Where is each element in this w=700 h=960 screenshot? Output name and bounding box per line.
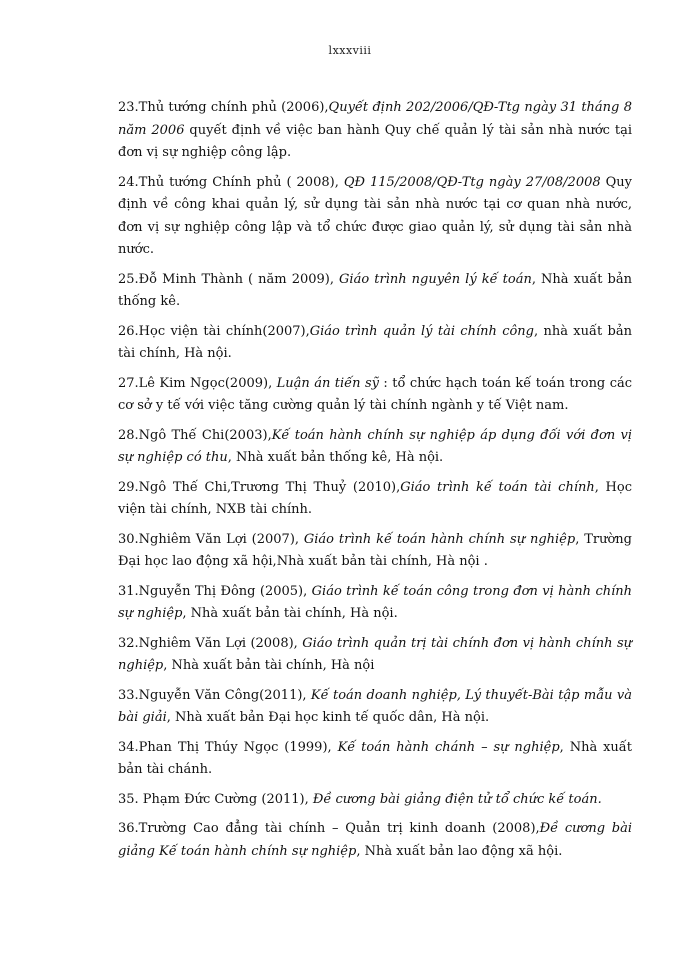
reference-text: 28.Ngô Thế Chi(2003), [118,427,272,443]
reference-text: 25.Đỗ Minh Thành ( năm 2009), [118,271,340,287]
reference-text: , Nhà xuất bản thống kê, Hà nội. [227,450,444,465]
reference-title: Kế toán hành chánh – sự nghiệp [337,739,560,755]
reference-text: 35. Phạm Đức Cường (2011), [118,791,313,807]
reference-title: Luận án tiến sỹ [276,375,379,391]
ref-31 [118,581,632,626]
reference-text: quyết định về việc ban hành Quy chế quản lý tài sản nhà nước tại đơn vị sự nghiệp công lập. [118,122,632,160]
ref-35 [118,789,632,812]
ref-34 [118,737,632,782]
reference-text: , Nhà xuất bản tài chánh. [118,739,632,777]
reference-title: Đề cương bài giảng điện tử tổ chức kế toán. [312,791,602,807]
ref-36 [118,818,632,863]
ref-26 [118,321,632,366]
reference-text: 26.Học viện tài chính(2007), [118,323,310,339]
reference-text: 30.Nghiêm Văn Lợi (2007), [118,531,304,547]
reference-text: 23.Thủ tướng chính phủ (2006), [118,100,329,115]
reference-text: , Nhà xuất bản Đại học kinh tế quốc dân, Hà nội. [166,710,490,725]
reference-title: Giáo trình kế toán hành chính sự nghiệp [303,531,576,547]
ref-33 [118,685,632,730]
reference-text: , Nhà xuất bản tài chính, Hà nội [163,658,375,673]
reference-text: , Học viện tài chính, NXB tài chính. [118,479,632,517]
reference-text: : tổ chức hạch toán kế toán trong các cơ sở y tế với việc tăng cường quản lý tài chính ngành y tế Việt nam. [118,375,633,413]
reference-text: 29.Ngô Thế Chi,Trương Thị Thuỷ (2010), [118,479,401,495]
reference-title: Đề cương bài giảng Kế toán hành chính sự nghiệp [118,821,632,859]
reference-title: Giáo trình quản trị tài chính đơn vị hành chính sự nghiệp [118,635,632,673]
reference-title: Giáo trình quản lý tài chính công [309,323,535,339]
ref-29 [118,477,632,522]
reference-title: Kế toán hành chính sự nghiệp áp dụng đối với đơn vị sự nghiệp có thu [118,427,633,465]
reference-text: 27.Lê Kim Ngọc(2009), [118,375,277,391]
ref-25 [118,269,632,314]
ref-23 [118,97,632,165]
reference-text: 32.Nghiêm Văn Lợi (2008), [118,635,303,651]
ref-27 [118,373,632,418]
reference-text: 36.Trường Cao đẳng tài chính – Quản trị kinh doanh (2008), [118,821,540,836]
reference-text: 34.Phan Thị Thúy Ngọc (1999), [118,739,338,755]
reference-title: Giáo trình kế toán công trong đơn vị hành chính sự nghiệp [118,583,632,621]
reference-text: 24.Thủ tướng Chính phủ ( 2008), [118,174,344,190]
ref-28 [118,425,632,470]
reference-text: 33.Nguyễn Văn Công(2011), [118,687,311,703]
reference-text: , Nhà xuất bản thống kê. [118,271,632,309]
ref-24 [118,172,632,262]
reference-text: Quy định về công khai quản lý, sử dụng tài sản nhà nước tại cơ quan nhà nước, đơn vị sự nghiệp công lập và tổ chức được giao quản lý, sử dụng tài sản nhà nước. [118,174,633,257]
ref-32 [118,633,632,678]
reference-title: Quyết định 202/2006/QĐ-Ttg ngày 31 tháng 8 năm 2006 [118,100,632,138]
reference-title: Giáo trình nguyên lý kế toán [339,271,532,287]
reference-text: , Nhà xuất bản tài chính, Hà nội. [182,606,398,621]
reference-list [118,97,632,870]
reference-title: QĐ 115/2008/QĐ-Ttg ngày 27/08/2008 [343,174,601,190]
reference-text: , Nhà xuất bản lao động xã hội. [356,843,563,859]
page-number: lxxxviii [328,44,372,57]
reference-text: , nhà xuất bản tài chính, Hà nội. [118,323,632,361]
reference-title: Giáo trình kế toán tài chính [400,479,595,495]
ref-30 [118,529,632,574]
reference-text: 31.Nguyễn Thị Đông (2005), [118,583,312,599]
reference-text: , Trường Đại học lao động xã hội,Nhà xuất bản tài chính, Hà nội . [118,531,632,569]
reference-title: Kế toán doanh nghiệp, Lý thuyết-Bài tập mẫu và bài giải [118,687,632,725]
